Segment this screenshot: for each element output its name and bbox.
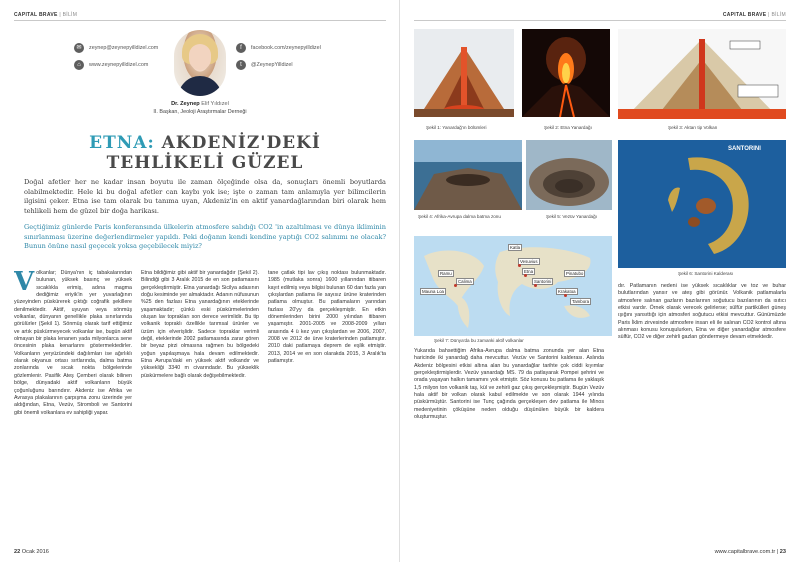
column-5-text: dır. Patlamanın nedeni ise yüksek sıcaklıklar ve toz ve buhar bulutlarından yansır ve ateş gibi görünür. Volkanik patlamalarla atmosfere salınan gazların bazılarının soğutucu bazılarının da ısıtıcı etkisi vardır. Örnek olarak verecek gelirlerse; sülfür partikülleri güneş ışığını yansıttığı için atmosferi soğutucu etkisi mevcuttur. Günümüzde Paris İklim zirvesinde atmosfere insan eli ile salınan CO2 kontrol altına alınması konusu konuşulurken, Etna ve diğer yanardağlar atmosfere sülfür, CO2 ve diğer zehirli gazları göndermeye devam etmektedir. xyxy=(618,283,786,341)
text-column-3 xyxy=(268,270,386,548)
running-header-right: CAPITAL BRAVE | BİLİM xyxy=(722,12,786,18)
twitter-text[interactable]: @ZeynepYilldizel xyxy=(251,61,293,68)
lead-question: Geçtiğimiz günlerde Paris konferansında ülkelerin atmosfere salıdığı CO2 'in azaltılması ve dünya ikliminin sınırlanması üzerine değerlendirmeler yapıldı. Peki doğanın kendi kendine yaptığı CO2 salınımı ne olacak? Bunun önüne nasıl geçecek yoksa geçebilecek miyiz? xyxy=(24,223,386,250)
figure-santorini-map xyxy=(618,140,786,268)
column-1-text: olkanlar; Dünya'nın iç tabakalarından bulunan, yüksek basınç ve yüksek sıcaklıkla erimiş, adına magma dediğimiz eriyik'in yer yuvarlağının yüzeyinden püskürerek çıktığı coğrafik şekillere denilmektedir. Aktif, uyuyan veya sönmüş volkanlar, dünyanın genellikle plaka sınırlarında görülürler (Şekil 1). Sönmüş olarak tarif ettiğimiz ve artık püskürmeyecek volkanlar ise, bugün aktif olmayan bir plaka lenanen yada milyonlarca sene öncesinin plaka kenarlarını göstermektedirler. Volkanların yeryüzündeki dağılımları ise ağırlıklı olarak okyanus ortası sırtlarında, dalma batma zonlarında ve sıcak nokta bölgelerinde gözlemlenir. Pasifik Ateş Çemberi olarak bilinen bölge, dünyadaki aktif volkanların büyük çoğunluğunu barındırır. Akdeniz ise Afrika ve Avrasya plakalarının çarpışma zonu üzerinde yer aldığından, Etna, Vezüv, Stromboli ve Santorini gibi önemli volkanlara ev sahipliği yapar. xyxy=(14,270,132,416)
drop-cap: V xyxy=(14,270,35,297)
map-label-ramu: Ramu xyxy=(440,271,452,276)
contact-facebook[interactable] xyxy=(236,42,321,53)
map-label-krakatoa: Krakatoa xyxy=(558,289,576,294)
brand-name: CAPITAL BRAVE xyxy=(14,12,58,18)
map-label-etna: Etna xyxy=(524,269,534,274)
map-title: SANTORINI xyxy=(728,146,761,152)
map-label-calima: Calima xyxy=(458,279,472,284)
column-4-text: Yukarıda bahsettiğim Afrika-Avrupa dalma batma zonunda yer alan Etna haricinde iki yanardağ daha mevcuttur. Vezüv ve Santorini kalderası. Aslında Akdeniz bölgesini etkisi altına alan bu yanardağlar tarihte çok ciddi kıyımlar gerçekleştirmişlerdir. Vezüv yanardağı MS. 79 da patlayarak Pompei şehrini ve orada yaşayan halkın tamamını yok etmiştir. Söz konusu bu patlama ile yaklaşık 1,5 milyon ton volkanik taş, kül ve zehirli gaz çıkış gerçekleşmiştir. Bugün Vezüv hala aktif bir volkan olarak kabul edilmekte ve son olarak 1944 yılında püskürmüştür. Santorini ise Tunç çağında gerçekleşen dev patlama ile Minos medeniyetinin çöküşüne neden olduğu düşünülen büyük bir kaldera oluşturmuştur. xyxy=(414,348,604,421)
contact-email[interactable] xyxy=(74,42,158,53)
text-column-5 xyxy=(618,283,786,548)
author-role: II. Başkan, Jeoloji Araştırmalar Derneği xyxy=(153,109,247,115)
map-label-pinatubo: Pinatubo xyxy=(566,271,584,276)
site-url[interactable]: www.capitalbrave.com.tr xyxy=(714,549,776,555)
caption-figure-5: Şekil 5: Vezüv Yanardağı xyxy=(546,214,597,219)
caption-figure-6: Şekil 6: Santorini Kalderası xyxy=(678,271,734,276)
header-rule xyxy=(414,20,786,21)
running-header-left: CAPITAL BRAVE | BİLİM xyxy=(14,12,78,18)
volcano-marker xyxy=(564,294,567,297)
volcano-marker xyxy=(454,284,457,287)
text-column-4 xyxy=(414,348,604,548)
twitter-icon: t xyxy=(236,60,246,70)
title-main: ETNA: xyxy=(89,133,155,153)
map-label-katla: Katla xyxy=(510,245,521,250)
title-sub: AKDENİZ'DEKİ TEHLİKELİ GÜZEL xyxy=(106,133,321,173)
email-icon: ✉ xyxy=(74,43,84,53)
page-number-right: 23 xyxy=(779,549,786,555)
facebook-text[interactable]: facebook.com/zeynepyilldizel xyxy=(251,44,321,51)
map-label-mauna-loa: Mauna Loa xyxy=(422,289,444,294)
issue-date: Ocak 2016 xyxy=(21,549,49,555)
lead-paragraph: Doğal afetler her ne kadar insan boyutu ile zaman ölçeğinde olsa da, sonuçları önemli boyutlarda olabilmektedir. Hele ki bu doğal afetler can kaybı yok ise; işte o zaman tam anlamıyla yer bilimcilerin ilgisini çeker. Etna ise tam olarak bu tanıma uyan, Akdeniz'in en aktif yanardağlarından biri olarak hem tehlikeli hem de güzel bir doğa harikası. xyxy=(24,178,386,215)
figure-volcano-parts xyxy=(414,29,514,117)
map-label-santorini: Santorini xyxy=(534,279,552,284)
caption-figure-7: Şekil 7: Dünya'da bu zamanki aktif volkanlar xyxy=(434,338,524,343)
author-name: Dr. Zeynep Elif Yıldızel xyxy=(171,101,229,107)
column-2-text: Etna bildiğimiz gibi aktif bir yanardağdır (Şekil 2). Bilindiği gibi 3 Aralık 2015 de en son patlamasını gerçekleştirmiştir. Etna yanardağı Sicilya adasının doğu kesiminde yer almaktadır. Adanın nüfusunun %25 den fazlası Etna yanardağının eteklerinde yaşamaktadır; çünkü eski püskürmelerinden oluşan lav toprakları son derece verimlidir. Bu tip volkanik topraklı özellikle tarımsal ürünler ve üzüm için elverişlidir. Sadece topraklar verimli değil, eteklerinde 2002 patlamasında zarar gören bir beyaz pirzi olmasına rağmen bu bölgedeki yoğun yapılaşmaya hala devam edilmektedir. Etna Avrupa'daki en yüksek aktif volkandır ve yüksekliği 3340 m civarındadır. Bu yükseklik püskürmelere bağlı olarak değişebilmektedir. xyxy=(141,270,259,379)
website-text[interactable]: www.zeynepyilldizel.com xyxy=(89,61,149,68)
section-name: BİLİM xyxy=(771,12,786,18)
contact-twitter[interactable] xyxy=(236,59,321,70)
volcano-marker xyxy=(534,284,537,287)
text-column-2 xyxy=(141,270,259,548)
brand-name: CAPITAL BRAVE xyxy=(722,12,767,18)
author-contacts-left xyxy=(74,42,158,76)
figure-world-volcano-map xyxy=(414,236,612,336)
article-title xyxy=(60,133,350,173)
caption-figure-4: Şekil 4: Afrika-Avrupa dalma batma zonu xyxy=(418,214,501,219)
caption-figure-2: Şekil 2: Etna Yanardağı xyxy=(544,125,592,130)
contact-website[interactable] xyxy=(74,59,158,70)
page-footer-right: www.capitalbrave.com.tr | 23 xyxy=(714,549,786,555)
volcano-marker xyxy=(518,264,521,267)
text-column-1 xyxy=(14,270,132,548)
figure-volcano-cross-section xyxy=(618,29,786,119)
figure-etna-eruption xyxy=(522,29,610,117)
email-text[interactable]: zeynep@zeynepyilldizel.com xyxy=(89,44,159,51)
figure-vesuvius xyxy=(526,140,612,210)
right-page xyxy=(400,0,800,562)
volcano-marker xyxy=(524,274,527,277)
author-contacts-right xyxy=(236,42,321,76)
facebook-icon: f xyxy=(236,43,246,53)
section-name: BİLİM xyxy=(62,12,78,18)
web-icon: ⌂ xyxy=(74,60,84,70)
header-rule xyxy=(14,20,386,21)
map-label-vesuvius: Vesuvius xyxy=(520,259,538,264)
column-3-text: tane çatlak tipi lav çıkış noktası bulunmaktadır. 1985 (mutlaka sonra) 1600 yıllarından itibaren kayıt edilmiş veya bilgisi bulunan 60 dan fazla yan çıkışlardan patlama ile sayısız ürüne kraterinden patlama olmuştur. Bu patlamaların yarından fazlası 20'yy da gerçekleşmiştir. En etkin dönemlerinden birini 2000 yılından itibaren yaşamıştır. 2001-2005 ve 2008-2009 yılları arasında 4 ü kez yan çıkışlardan ve 2006, 2007, 2008 ve 2012 de ürve kraterlerinden patlamıştır. 2010 daki patlamaya deprem de eşlik etmiştir. 2013, 2014 ve en son olarakda 2015, 3 Aralık'ta patlamıştır. xyxy=(268,270,386,365)
caption-figure-3: Şekil 3: Aktarı tip Volkan xyxy=(668,125,718,130)
caption-figure-1: Şekil 1: Yanardağ'ın bölümleri xyxy=(426,125,487,130)
map-label-tambora: Tambora xyxy=(572,299,590,304)
page-footer-left xyxy=(14,549,49,555)
figure-plate-zone xyxy=(414,140,522,210)
page-number-left: 22 xyxy=(14,549,21,555)
author-photo xyxy=(174,30,226,96)
